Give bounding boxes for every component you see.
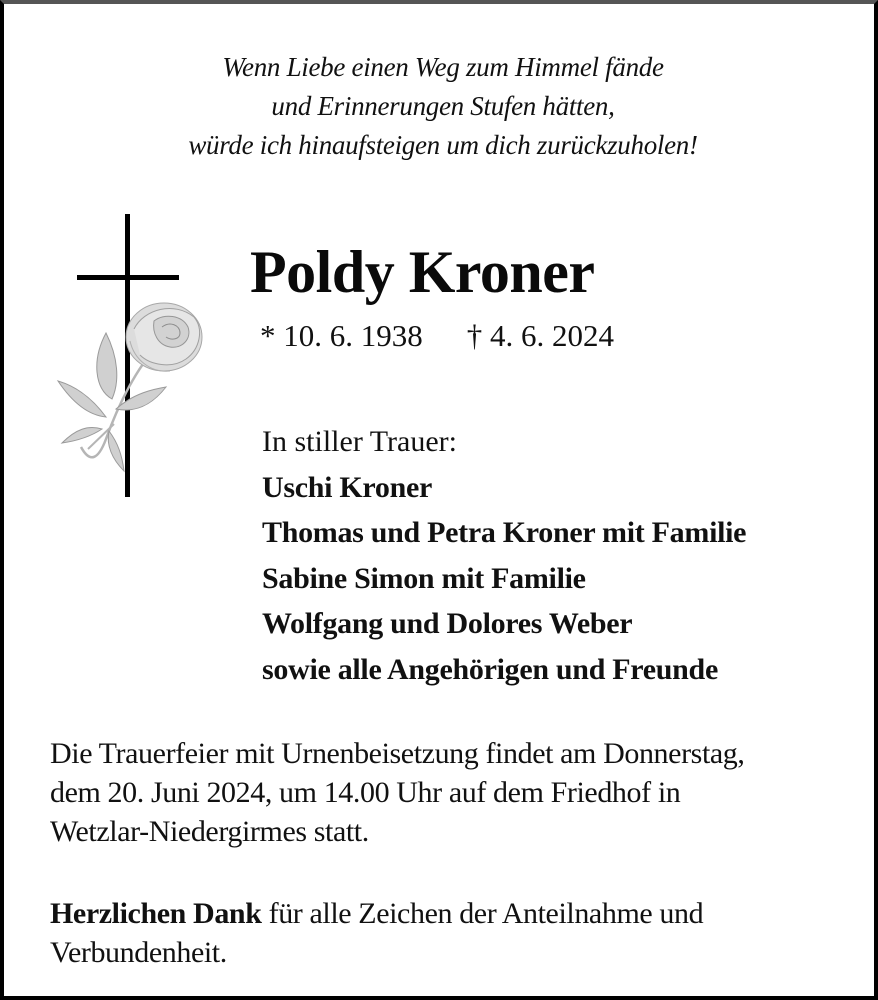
mourners-list: [262, 419, 746, 692]
cross-with-rose-emblem: [54, 209, 214, 504]
thanks-note: [50, 894, 850, 972]
mourner-name: Wolfgang und Dolores Weber: [262, 607, 633, 640]
birth-date: * 10. 6. 1938: [260, 318, 423, 353]
rose-icon: [126, 303, 202, 371]
funeral-service-info: [50, 734, 850, 851]
poem-line: würde ich hinaufsteigen um dich zurückzuholen!: [188, 130, 698, 160]
thanks-text: für alle Zeichen der Anteilnahme und: [261, 897, 704, 930]
thanks-bold: Herzlichen Dank: [50, 897, 262, 930]
poem-line: und Erinnerungen Stufen hätten,: [271, 91, 615, 121]
mourner-name: sowie alle Angehörigen und Freunde: [262, 652, 718, 686]
mourner-name: Sabine Simon mit Familie: [262, 561, 586, 595]
memorial-poem: [4, 48, 878, 165]
mourners-intro: In stiller Trauer:: [262, 425, 457, 458]
mourner-name: Thomas und Petra Kroner mit Familie: [262, 516, 747, 549]
service-line: Die Trauerfeier mit Urnenbeisetzung findet am Donnerstag,: [50, 737, 745, 770]
life-dates: [260, 314, 614, 358]
cross-icon: [54, 209, 214, 504]
thanks-text-2: Verbundenheit.: [50, 936, 227, 969]
service-line: dem 20. Juni 2024, um 14.00 Uhr auf dem Friedhof in: [50, 776, 681, 809]
deceased-name: Poldy Kroner: [250, 239, 595, 305]
service-line: Wetzlar-Niedergirmes statt.: [50, 815, 369, 848]
death-date: † 4. 6. 2024: [466, 318, 614, 353]
poem-line: Wenn Liebe einen Weg zum Himmel fände: [222, 52, 664, 82]
mourner-name: Uschi Kroner: [262, 470, 432, 504]
